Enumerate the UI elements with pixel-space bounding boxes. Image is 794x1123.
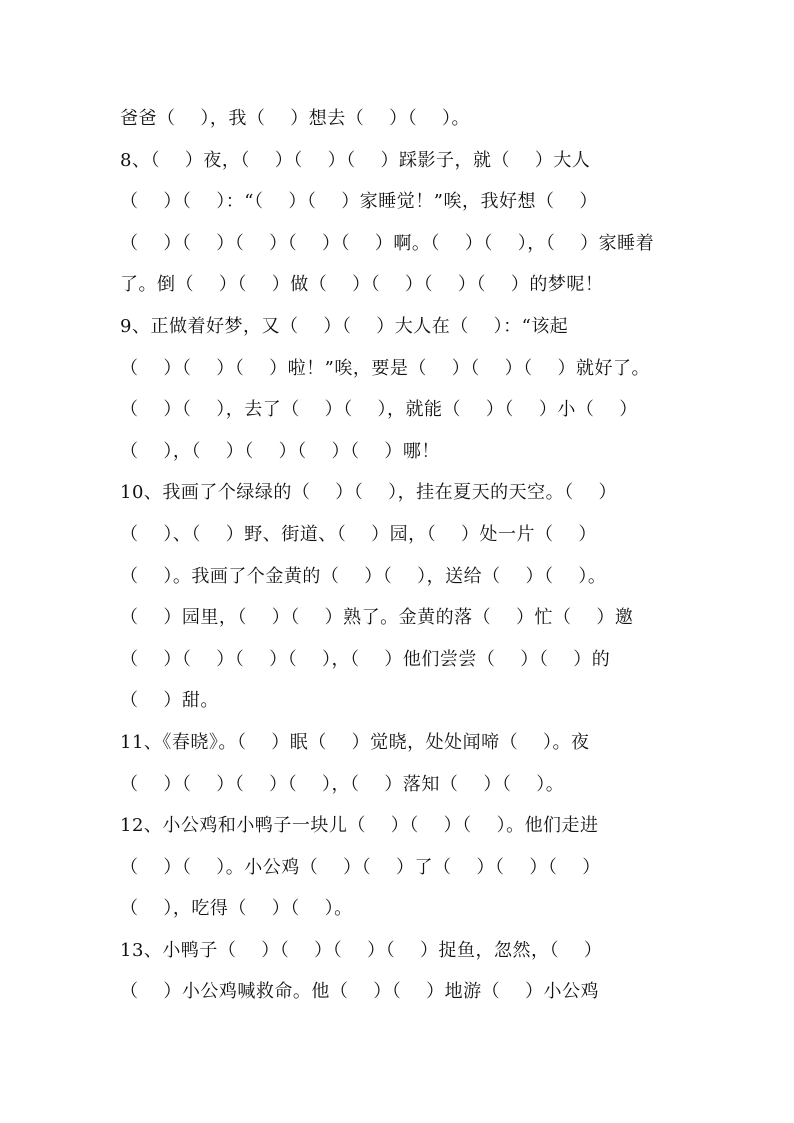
text-line: 8、（ ）夜，（ ）（ ）（ ）踩影子，就（ ）大人 xyxy=(120,149,591,171)
text-line: （ ），（ ）（ ）（ ）（ ）哪！ xyxy=(120,440,440,462)
text-line: 11、《春晓》。（ ）眠（ ）觉晓，处处闻啼（ ）。夜 xyxy=(120,731,590,753)
text-line: 10、我画了个绿绿的（ ）（ ），挂在夏天的天空。（ ） xyxy=(120,482,618,504)
text-line: （ ）（ ）（ ）（ ）（ ）啊。（ ）（ ），（ ）家睡着 xyxy=(120,232,655,254)
text-line: 9、正做着好梦，又（ ）（ ）大人在（ ）：“该起 xyxy=(120,315,569,337)
text-line: （ ）（ ）（ ）（ ），（ ）落知（ ）（ ）。 xyxy=(120,773,565,795)
text-line: （ ）（ ）：“（ ）（ ）家睡觉！”唉，我好想（ ） xyxy=(120,191,598,213)
text-line: （ ）园里，（ ）（ ）熟了。金黄的落（ ）忙（ ）邀 xyxy=(120,607,634,629)
text-line: 了。倒（ ）（ ）做（ ）（ ）（ ）（ ）的梦呢！ xyxy=(120,274,604,296)
worksheet-body xyxy=(120,98,680,1013)
text-line: （ ）甜。 xyxy=(120,690,219,712)
text-line: （ ）（ ）（ ）（ ），（ ）他们尝尝（ ）（ ）的 xyxy=(120,648,611,670)
text-line: （ ）（ ），去了（ ）（ ），就能（ ）（ ）小（ ） xyxy=(120,399,638,421)
text-line: 爸爸（ ），我（ ）想去（ ）（ ）。 xyxy=(120,108,471,129)
text-line: （ ）、（ ）野、街道、（ ）园，（ ）处一片（ ） xyxy=(120,523,597,545)
text-line: 12、小公鸡和小鸭子一块儿（ ）（ ）（ ）。他们走进 xyxy=(120,815,599,837)
text-line: （ ）（ ）。小公鸡（ ）（ ）了（ ）（ ）（ ） xyxy=(120,856,601,878)
text-line: （ ），吃得（ ）（ ）。 xyxy=(120,898,353,920)
text-line: （ ）。我画了个金黄的（ ）（ ），送给（ ）（ ）。 xyxy=(120,565,607,587)
text-line: 13、小鸭子（ ）（ ）（ ）（ ）捉鱼，忽然，（ ） xyxy=(120,939,603,961)
text-line: （ ）小公鸡喊救命。他（ ）（ ）地游（ ）小公鸡 xyxy=(120,981,600,1003)
text-line: （ ）（ ）（ ）啦！”唉，要是（ ）（ ）（ ）就好了。 xyxy=(120,357,651,379)
